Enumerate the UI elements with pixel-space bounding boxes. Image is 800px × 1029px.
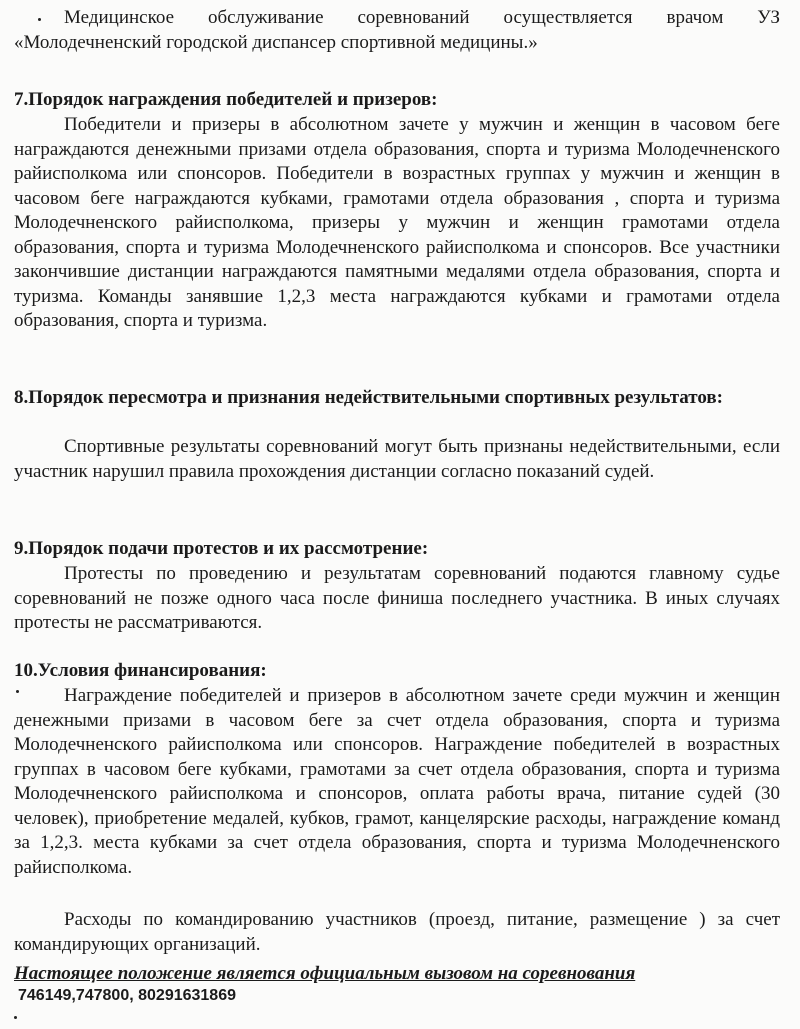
section-9-body: Протесты по проведению и результатам соревнований подаются главному судье соревнований не позже одного часа после финиша последнего участника. В иных случаях протесты не рассматриваются. <box>14 563 780 633</box>
section-9-heading: 9.Порядок подачи протестов и их рассмотрение: <box>14 538 429 559</box>
intro-paragraph: Медицинское обслуживание соревнований осуществляется врачом УЗ «Молодечненский городской диспансер спортивной медицины.» <box>14 7 780 53</box>
section-8-body: Спортивные результаты соревнований могут быть признаны недействительными, если участник нарушил правила прохождения дистанции согласно показаний судей. <box>14 436 780 482</box>
official-call-text: Настоящее положение является официальным вызовом на соревнования <box>14 963 636 984</box>
section-10-heading: 10.Условия финансирования: <box>14 660 267 681</box>
section-7-body: Победители и призеры в абсолютном зачете у мужчин и женщин в часовом беге награждаются денежными призами отдела образования, спорта и туризма Молодечненского райисполкома или спонсоров. Победители в возрастных группах у мужчин и женщин в часовом беге награждаются кубками, грамотами отдела образования , спорта и туризма Молодечненского райисполкома, призеры у мужчин и женщин грамотами отдела образования, спорта и туризма Молодечненского райисполкома и спонсоров. Все участники закончившие дистанции награждаются памятными медалями отдела образования, спорта и туризма. Команды занявшие 1,2,3 места награждаются кубками и грамотами отдела образования, спорта и туризма. <box>14 114 780 331</box>
contact-phones: 746149,747800, 80291631869 <box>18 987 236 1004</box>
bullet-mark <box>14 1016 17 1019</box>
section-7-heading: 7.Порядок награждения победителей и призеров: <box>14 89 438 110</box>
section-8-heading: 8.Порядок пересмотра и признания недействительными спортивных результатов: <box>14 387 723 408</box>
section-10-body-1: Награждение победителей и призеров в абсолютном зачете среди мужчин и женщин денежными призами в часовом беге за счет отдела образования, спорта и туризма Молодечненского райисполкома или спонсоров. Награждение победителей в возрастных группах в часовом беге кубками, грамотами за счет отдела образования, спорта и туризма Молодечненского райисполкома и спонсоров, оплата работы врача, питание судей (30 человек), приобретение медалей, кубков, грамот, канцелярские расходы, награждение команд за 1,2,3. места кубками за счет отдела образования, спорта и туризма Молодечненского райисполкома. <box>14 685 780 878</box>
section-10-body-2: Расходы по командированию участников (проезд, питание, размещение ) за счет командирующих организаций. <box>14 909 780 955</box>
